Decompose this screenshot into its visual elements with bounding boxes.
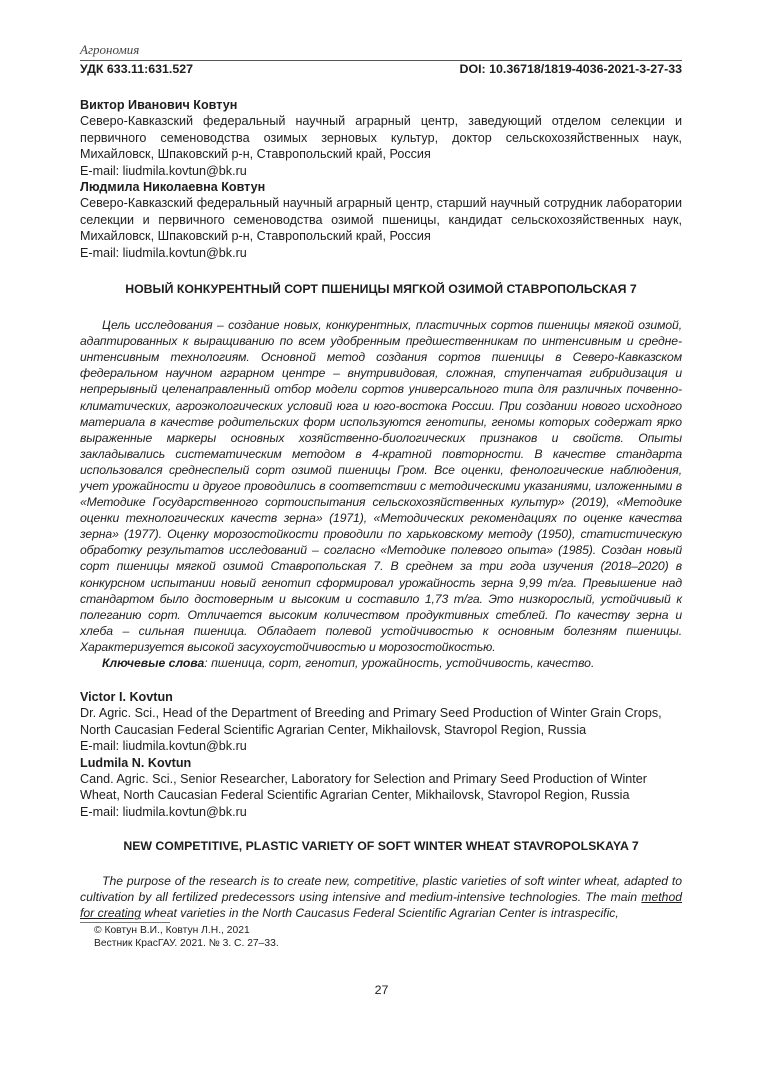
author-email: E-mail: liudmila.kovtun@bk.ru xyxy=(80,804,247,819)
author-affiliation: Cand. Agric. Sci., Senior Researcher, Laboratory for Selection and Primary Seed Production of Winter Wheat, North Caucasian Federal Scientific Agrarian Center, Mikhailovsk, Stavropol Region, Russia xyxy=(80,772,647,803)
author-affiliation: Северо-Кавказский федеральный научный аграрный центр, заведующий отделом селекции и первичного семеноводства озимых зерновых культур, доктор сельскохозяйственных наук, Михайловск, Шпаковский р-н, Ставропольский край, Россия xyxy=(80,114,682,162)
abstract-en-text: The purpose of the research is to create new, competitive, plastic varieties of soft winter wheat, adapted to cultivation by all fertilized predecessors using intensive and medium-intensive technologies. The main xyxy=(80,874,682,905)
footnote-citation: Вестник КрасГАУ. 2021. № 3. С. 27–33. xyxy=(94,937,279,949)
identifier-row xyxy=(80,60,682,77)
keywords-label: Ключевые слова xyxy=(102,656,205,671)
article-title-en: NEW COMPETITIVE, PLASTIC VARIETY OF SOFT WINTER WHEAT STAVROPOLSKAYA 7 xyxy=(123,839,639,854)
article-title-ru: НОВЫЙ КОНКУРЕНТНЫЙ СОРТ ПШЕНИЦЫ МЯГКОЙ ОЗИМОЙ СТАВРОПОЛЬСКАЯ 7 xyxy=(125,282,637,297)
author-block-ru-1 xyxy=(80,97,682,179)
author-name: Victor I. Kovtun xyxy=(80,690,173,705)
author-affiliation: Северо-Кавказский федеральный научный аграрный центр, старший научный сотрудник лаборатории селекции и первичного семеноводства озимой пшеницы, кандидат сельскохозяйственных наук, Михайловск, Шпаковский р-н, Ставропольский край, Россия xyxy=(80,196,682,244)
footnote-divider xyxy=(80,922,170,923)
author-block-ru-2 xyxy=(80,179,682,261)
abstract-en-text-cont: wheat varieties in the North Caucasus Federal Scientific Agrarian Center is intraspecific, xyxy=(140,906,619,921)
abstract-en xyxy=(80,873,682,921)
author-email: E-mail: liudmila.kovtun@bk.ru xyxy=(80,739,247,754)
footnote-copyright: © Ковтун В.И., Ковтун Л.Н., 2021 xyxy=(94,924,250,936)
doi-code: DOI: 10.36718/1819-4036-2021-3-27-33 xyxy=(459,62,682,76)
author-name: Ludmila N. Kovtun xyxy=(80,755,192,770)
author-affiliation: Dr. Agric. Sci., Head of the Department of Breeding and Primary Seed Production of Winter Grain Crops, North Caucasian Federal Scientific Agrarian Center, Mikhailovsk, Stavropol Region, Russia xyxy=(80,706,662,737)
keywords-ru xyxy=(80,655,682,671)
keywords-text: : пшеница, сорт, генотип, урожайность, устойчивость, качество. xyxy=(204,656,595,671)
author-email: E-mail: liudmila.kovtun@bk.ru xyxy=(80,245,247,260)
author-name: Виктор Иванович Ковтун xyxy=(80,98,238,112)
author-block-en-1 xyxy=(80,689,682,755)
page-number: 27 xyxy=(374,983,389,997)
author-block-en-2 xyxy=(80,755,682,821)
abstract-ru: Цель исследования – создание новых, конкурентных, пластичных сортов пшеницы мягкой озимой, адаптированных к выращиванию по всем удобренным предшественникам по интенсивным и среднеинтенсивным технологиям. Основной метод создания сортов пшеницы в Северо-Кавказском федеральном научном аграрном центре – внутривидовая, сложная, ступенчатая гибридизация и непрерывный целенаправленный отбор модели сортов универсального типа для различных почвенно-климатических, агроэкологических условий юга и юго-востока России. При создании нового исходного материала в качестве родительских форм используются генотипы, геномы которых содержат ярко выраженные маркеры основных хозяйственно-биологических признаков и свойств. Опыты закладывались систематическим методом в 4-кратной повторности. В качестве стандарта использовался среднеспелый сорт озимой пшеницы Гром. Все оценки, фенологические наблюдения, учет урожайности и другое проводились в соответствии с методическими указаниями, изложенными в «Методике Государственного сортоиспытания сельскохозяйственных культур» (2019), «Методике оценки технологических качеств зерна» (1971), «Методических рекомендациях по оценке качества зерна» (1977). Оценку морозостойкости проводили по харьковскому методу (1950), статистическую обработку результатов исследований – согласно «Методике полевого опыта» (1985). Создан новый сорт пшеницы мягкой озимой Ставропольская 7. В среднем за три года изучения (2018–2020) в конкурсном испытании новый генотип сформировал урожайность зерна 9,99 т/га. Превышение над стандартом было достоверным и высоким и составило 1,73 т/га. Это низкорослый, устойчивый к полеганию сорт. Отличается высоким количеством продуктивных стеблей. По качеству зерна и хлеба – сильная пшеница. Обладает полевой устойчивостью к основным болезням пшеницы. Характеризуется высокой засухоустойчивостью и морозостойкостью. xyxy=(80,318,682,654)
author-name: Людмила Николаевна Ковтун xyxy=(80,180,266,195)
author-email: E-mail: liudmila.kovtun@bk.ru xyxy=(80,163,247,178)
udc-code: УДК 633.11:631.527 xyxy=(80,62,194,76)
abstract-en-underlined: method for creating xyxy=(80,890,682,921)
article-page xyxy=(80,42,682,950)
section-running-head: Агрономия xyxy=(80,42,140,57)
